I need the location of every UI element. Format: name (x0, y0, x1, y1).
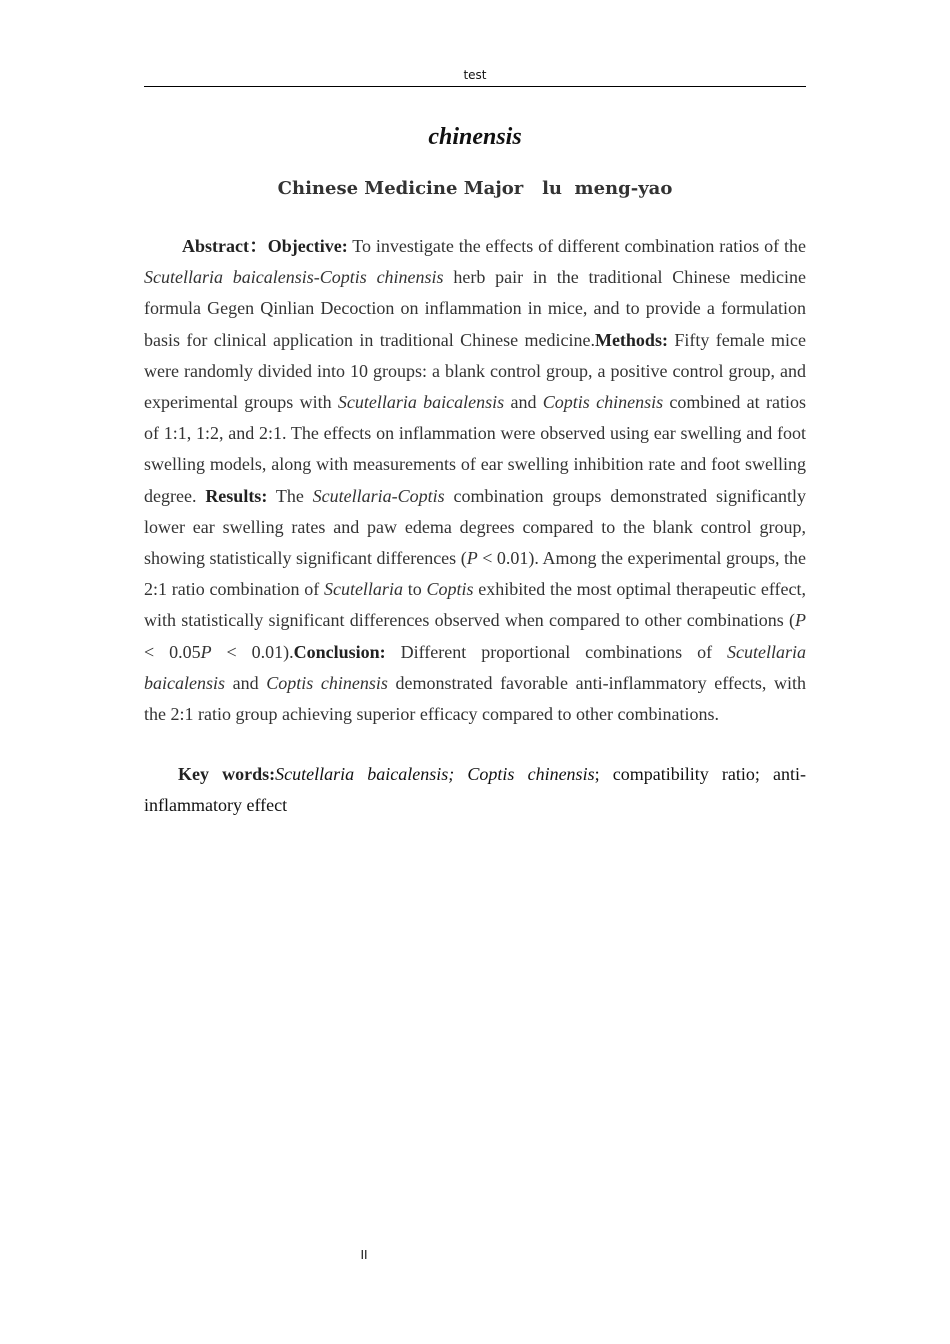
objective-text: To investigate the effects of different combination ratios of the (347, 236, 807, 256)
running-header: test (463, 68, 487, 82)
conclusion-text: demonstrated favorable anti-inflammatory effects, with the 2:1 ratio group achieving superior efficacy compared to other combinations. (144, 672, 806, 725)
results-herb: Coptis (426, 579, 474, 600)
objective-herb-pair: Scutellaria baicalensis-Coptis chinensis (144, 267, 444, 288)
keywords-label: Key words: (178, 764, 276, 784)
methods-herb: Scutellaria baicalensis (337, 392, 505, 413)
methods-text: Fifty female mice were randomly divided into 10 groups: a blank control group, a positive control group, and experimental groups with (144, 329, 807, 413)
objective-text: herb pair in the traditional Chinese medicine formula Gegen Qinlian Decoction on inflammation in mice, and to provide a formulation basis for clinical application in traditional Chinese medicine. (144, 267, 806, 350)
objective-label: Objective: (267, 236, 348, 256)
results-text: to (402, 579, 427, 600)
p-value-symbol: P (200, 641, 212, 662)
abstract-label-separator: ： (248, 236, 268, 256)
results-label: Results: (205, 485, 268, 506)
conclusion-label: Conclusion: (293, 641, 386, 662)
keyword-separator (454, 764, 467, 784)
results-text: < 0.05 (144, 641, 201, 662)
conclusion-herb: Scutellaria baicalensis (144, 641, 807, 693)
conclusion-herb: Coptis chinensis (266, 672, 388, 693)
results-text: combination groups demonstrated significantly lower ear swelling rates and paw edema degrees compared to the blank control group, showing statistically significant differences ( (144, 485, 806, 569)
author-line: Chinese Medicine Major lu meng-yao (277, 178, 673, 199)
header-rule (144, 86, 806, 87)
results-herb: Scutellaria (323, 579, 403, 600)
page-title: chinensis (428, 124, 522, 150)
p-value-symbol: P (795, 610, 806, 631)
conclusion-text: Different proportional combinations of (385, 641, 728, 662)
keyword: Coptis chinensis (467, 764, 595, 784)
abstract-paragraph (144, 231, 806, 730)
keyword: Scutellaria baicalensis; (275, 764, 455, 784)
methods-label: Methods: (594, 329, 668, 350)
page-number: II (360, 1248, 368, 1262)
methods-text: combined at ratios of 1:1, 1:2, and 2:1. The effects on inflammation were observed using ear swelling and foot swelling models, along with measurements of ear swelling inhibition rate and foot swelling degree. (144, 392, 806, 506)
results-text: exhibited the most optimal therapeutic effect, with statistically significant differences observed when compared to other combinations ( (144, 579, 806, 631)
methods-herb: Coptis chinensis (542, 392, 664, 413)
results-text: < 0.01). (211, 641, 294, 662)
conclusion-text: and (225, 672, 267, 693)
results-herb: Scutellaria-Coptis (312, 485, 445, 506)
methods-text: and (504, 392, 543, 413)
p-value-symbol: P (466, 548, 478, 569)
keywords-rest: ; compatibility ratio; anti-inflammatory effect (144, 764, 806, 815)
results-text: < 0.01). Among the experimental groups, the 2:1 ratio combination of (144, 548, 806, 600)
results-text: The (267, 485, 313, 506)
keywords-paragraph (144, 759, 806, 821)
abstract-label: Abstract (182, 236, 249, 256)
